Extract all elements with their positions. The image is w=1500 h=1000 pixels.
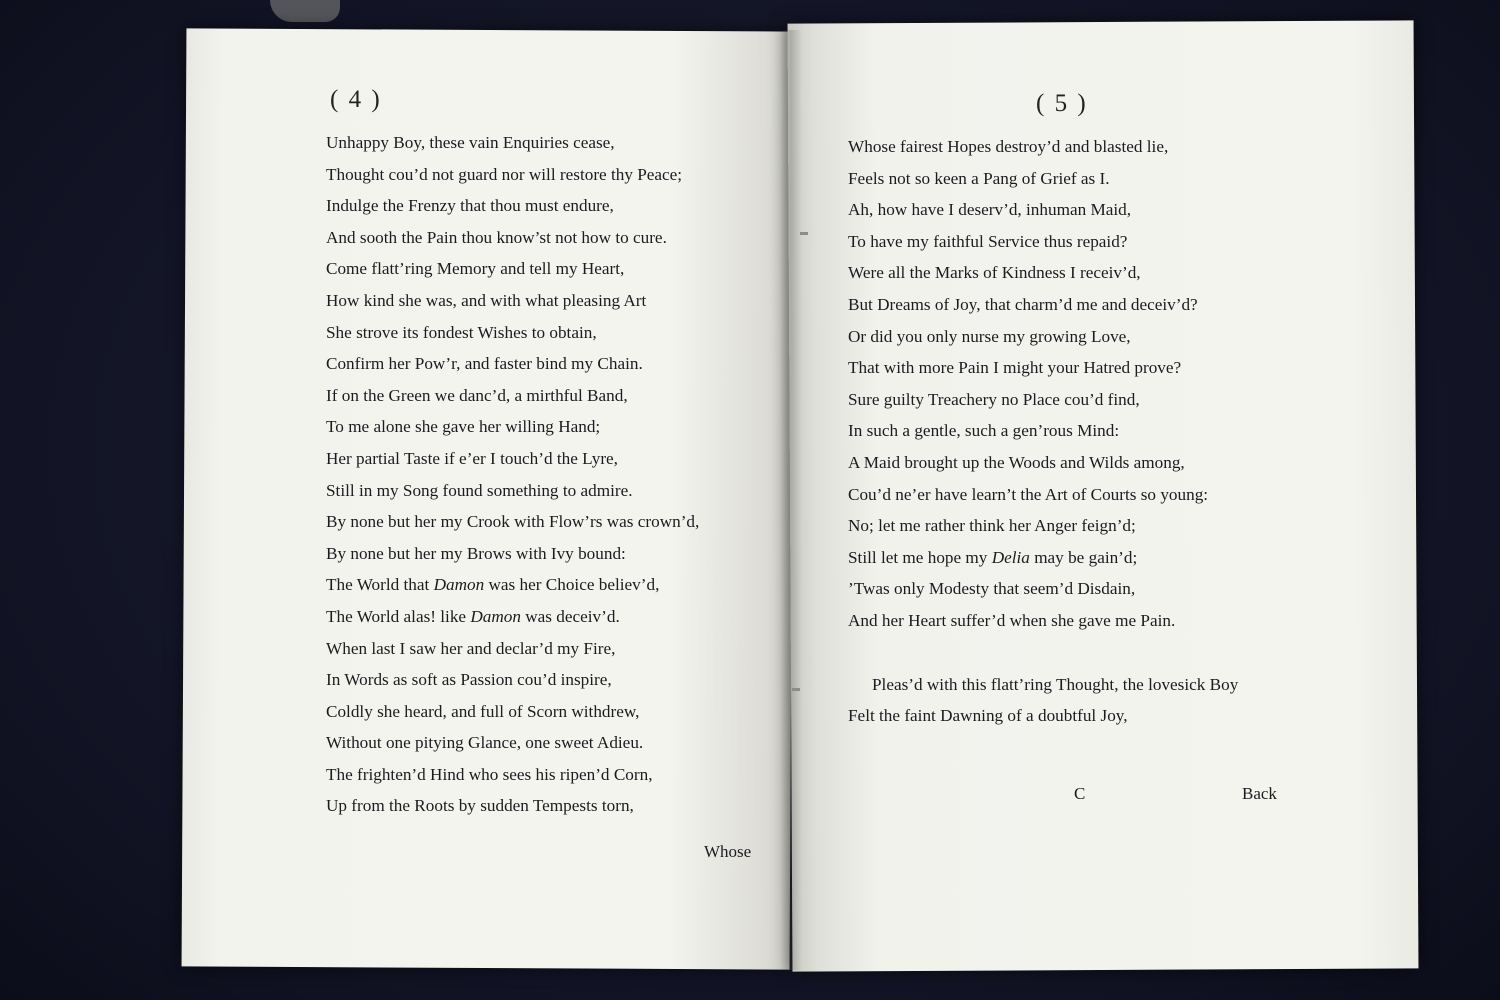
verse-line: Coldly she heard, and full of Scorn withdrew, (326, 701, 640, 721)
stanza-break (848, 637, 1238, 669)
book-gutter (780, 30, 802, 970)
verse-line: Her partial Taste if e’er I touch’d the Lyre, (326, 448, 618, 468)
verse-line: And her Heart suffer’d when she gave me Pain. (848, 610, 1176, 630)
verse-line: Unhappy Boy, these vain Enquiries cease, (326, 133, 615, 152)
verse-line: Whose fairest Hopes destroy’d and blasted lie, (848, 137, 1169, 156)
verse-line: By none but her my Brows with Ivy bound: (326, 543, 626, 563)
verse-line: Cou’d ne’er have learn’t the Art of Courts so young: (848, 484, 1209, 504)
verse-line: Confirm her Pow’r, and faster bind my Chain. (326, 354, 643, 374)
verse-line: Come flatt’ring Memory and tell my Heart, (326, 259, 625, 279)
verse-line: The World alas! like Damon was deceiv’d. (326, 606, 620, 626)
verse-line: Without one pitying Glance, one sweet Adieu. (326, 733, 644, 753)
signature-mark: C (1074, 784, 1086, 803)
verse-line: ’Twas only Modesty that seem’d Disdain, (848, 579, 1136, 599)
verse-line: Still in my Song found something to admire. (326, 480, 633, 500)
verse-line: Or did you only nurse my growing Love, (848, 326, 1131, 346)
catchword-left: Whose (704, 842, 752, 861)
verse-line: To have my faithful Service thus repaid? (848, 231, 1128, 251)
verse-left-page (326, 127, 699, 822)
verse-right-page (848, 131, 1238, 732)
verse-line: Still let me hope my Delia may be gain’d; (848, 547, 1138, 567)
torn-paper-fragment (270, 0, 340, 22)
verse-line: That with more Pain I might your Hatred prove? (848, 358, 1182, 378)
verse-line: She strove its fondest Wishes to obtain, (326, 322, 597, 342)
verse-line: No; let me rather think her Anger feign’d; (848, 516, 1136, 536)
catchword-right: Back (1242, 784, 1277, 803)
binding-stitch (800, 232, 808, 235)
verse-line: But Dreams of Joy, that charm’d me and deceiv’d? (848, 294, 1198, 314)
verse-line: In Words as soft as Passion cou’d inspire, (326, 670, 612, 690)
verse-line: The World that Damon was her Choice believ’d, (326, 575, 660, 595)
verse-line: Felt the faint Dawning of a doubtful Joy, (848, 706, 1128, 726)
binding-stitch (792, 688, 800, 691)
verse-line: The frighten’d Hind who sees his ripen’d Corn, (326, 764, 653, 784)
verse-line: In such a gentle, such a gen’rous Mind: (848, 421, 1120, 441)
verse-line: By none but her my Crook with Flow’rs was crown’d, (326, 512, 700, 532)
verse-line: If on the Green we danc’d, a mirthful Band, (326, 385, 628, 405)
verse-line: Pleas’d with this flatt’ring Thought, the lovesick Boy (872, 674, 1239, 694)
verse-line: Indulge the Frenzy that thou must endure, (326, 196, 614, 216)
verse-line: Ah, how have I deserv’d, inhuman Maid, (848, 200, 1132, 220)
verse-line: Thought cou’d not guard nor will restore thy Peace; (326, 164, 683, 184)
verse-line: Up from the Roots by sudden Tempests torn, (326, 796, 634, 816)
verse-line: To me alone she gave her willing Hand; (326, 417, 601, 437)
verse-line: When last I saw her and declar’d my Fire, (326, 638, 616, 658)
verse-line: How kind she was, and with what pleasing Art (326, 290, 647, 310)
verse-line: A Maid brought up the Woods and Wilds among, (848, 452, 1185, 472)
verse-line: Were all the Marks of Kindness I receiv’d, (848, 263, 1141, 283)
verse-line: And sooth the Pain thou know’st not how to cure. (326, 227, 667, 247)
verse-line: Sure guilty Treachery no Place cou’d find, (848, 389, 1140, 409)
verse-line: Feels not so keen a Pang of Grief as I. (848, 168, 1110, 188)
page-number-left: ( 4 ) (330, 86, 382, 113)
page-number-right: ( 5 ) (1036, 90, 1088, 117)
